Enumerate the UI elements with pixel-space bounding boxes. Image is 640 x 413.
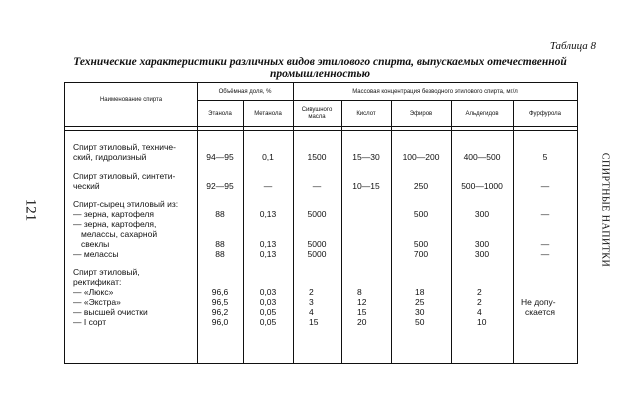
- row4c-aldehydes: 4: [477, 307, 482, 317]
- row3-name: — зерна, картофеля: [73, 209, 154, 219]
- row4-furfural: скается: [525, 307, 555, 317]
- table-caption: Таблица 8: [549, 40, 596, 52]
- row4c-esters: 30: [415, 307, 425, 317]
- header-double-rule: [65, 130, 577, 131]
- row3a-esters: 500: [413, 209, 429, 219]
- row4c-methanol: 0,05: [259, 307, 277, 317]
- row2-ethanol: 92—95: [206, 181, 234, 191]
- row4b-aldehydes: 2: [477, 297, 482, 307]
- row2-aldehydes: 500—1000: [461, 181, 503, 191]
- table-title: Технические характеристики различных видов этилового спирта, выпускаемых отечественной промышленностью: [73, 56, 567, 80]
- row2-fusel: —: [312, 181, 322, 191]
- row3c-furfural: —: [540, 249, 550, 259]
- row4a-fusel: 2: [309, 287, 314, 297]
- row4-name: ректификат:: [73, 277, 122, 287]
- row4d-ethanol: 96,0: [211, 317, 229, 327]
- row4d-methanol: 0,05: [259, 317, 277, 327]
- header-name: Наименование спирта: [99, 97, 163, 103]
- row4-name: — «Люкс»: [73, 287, 114, 297]
- row3-name: — мелассы: [73, 249, 119, 259]
- row1-acids: 15—30: [352, 152, 380, 162]
- row3-name: мелассы, сахарной: [81, 229, 158, 239]
- row2-esters: 250: [413, 181, 429, 191]
- row3a-fusel: 5000: [307, 209, 327, 219]
- row4b-ethanol: 96,5: [211, 297, 229, 307]
- row4a-ethanol: 96,6: [211, 287, 229, 297]
- row4a-aldehydes: 2: [477, 287, 482, 297]
- row3b-ethanol: 88: [215, 239, 225, 249]
- data-table: [64, 82, 578, 364]
- col-divider: [391, 100, 392, 363]
- row4b-fusel: 3: [309, 297, 314, 307]
- row1-esters: 100—200: [402, 152, 440, 162]
- row3c-methanol: 0,13: [259, 249, 277, 259]
- header-methanol: Метанола: [254, 111, 282, 117]
- row4a-acids: 8: [357, 287, 362, 297]
- row2-name: ческий: [73, 181, 100, 191]
- header-furfural: Фурфурола: [528, 111, 561, 117]
- row3b-methanol: 0,13: [259, 239, 277, 249]
- row3a-methanol: 0,13: [259, 209, 277, 219]
- row1-methanol: 0,1: [262, 152, 274, 162]
- row3a-ethanol: 88: [215, 209, 225, 219]
- header-aldehydes: Альдегидов: [465, 111, 499, 117]
- row3-name: свеклы: [81, 239, 110, 249]
- row1-aldehydes: 400—500: [463, 152, 501, 162]
- row3c-esters: 700: [413, 249, 429, 259]
- row3a-aldehydes: 300: [474, 209, 490, 219]
- row2-acids: 10—15: [352, 181, 380, 191]
- row1-name: Спирт этиловый, техниче-: [73, 142, 176, 152]
- row3c-aldehydes: 300: [474, 249, 490, 259]
- col-divider: [451, 100, 452, 363]
- header-esters: Эфиров: [409, 111, 433, 117]
- row3b-fusel: 5000: [307, 239, 327, 249]
- row3b-furfural: —: [540, 239, 550, 249]
- row4-name: Спирт этиловый,: [73, 267, 140, 277]
- row3-name: — зерна, картофеля,: [73, 219, 157, 229]
- row1-fusel: 1500: [307, 152, 327, 162]
- row4b-acids: 12: [357, 297, 367, 307]
- header-bottom-rule: [65, 126, 577, 127]
- row4d-esters: 50: [415, 317, 425, 327]
- page-number: 121: [22, 198, 39, 222]
- header-sub-rule: [197, 100, 577, 101]
- row4b-esters: 25: [415, 297, 425, 307]
- row4c-acids: 15: [357, 307, 367, 317]
- header-ethanol: Этанола: [208, 111, 232, 117]
- row2-furfural: —: [540, 181, 550, 191]
- header-acids: Кислот: [356, 111, 376, 117]
- col-divider: [513, 100, 514, 363]
- row4-furfural: Не допу-: [521, 297, 556, 307]
- row4d-fusel: 15: [309, 317, 319, 327]
- row4-name: — «Экстра»: [73, 297, 121, 307]
- header-mass-conc: Массовая концентрация безводного этилового спирта, мг/л: [352, 89, 518, 95]
- row3b-aldehydes: 300: [474, 239, 490, 249]
- row3b-esters: 500: [413, 239, 429, 249]
- row4-name: — I сорт: [73, 317, 107, 327]
- header-fusel: Сивушного масла: [301, 107, 333, 120]
- row3c-fusel: 5000: [307, 249, 327, 259]
- row2-methanol: —: [263, 181, 273, 191]
- row1-ethanol: 94—95: [206, 152, 234, 162]
- row2-name: Спирт этиловый, синтети-: [73, 171, 176, 181]
- row4-name: — высшей очистки: [73, 307, 148, 317]
- row4d-acids: 20: [357, 317, 367, 327]
- row1-furfural: 5: [542, 152, 548, 162]
- row3c-ethanol: 88: [215, 249, 225, 259]
- row4c-fusel: 4: [309, 307, 314, 317]
- section-label: СПИРТНЫЕ НАПИТКИ: [599, 152, 611, 268]
- row4a-esters: 18: [415, 287, 425, 297]
- row4c-ethanol: 96,2: [211, 307, 229, 317]
- col-divider: [341, 100, 342, 363]
- row4a-methanol: 0,03: [259, 287, 277, 297]
- row1-name: ский, гидролизный: [73, 152, 147, 162]
- row4b-methanol: 0,03: [259, 297, 277, 307]
- col-divider: [293, 83, 294, 363]
- row3a-furfural: —: [540, 209, 550, 219]
- row3-name: Спирт-сырец этиловый из:: [73, 199, 179, 209]
- row4d-aldehydes: 10: [477, 317, 487, 327]
- header-volume-share: Объёмная доля, %: [218, 89, 272, 95]
